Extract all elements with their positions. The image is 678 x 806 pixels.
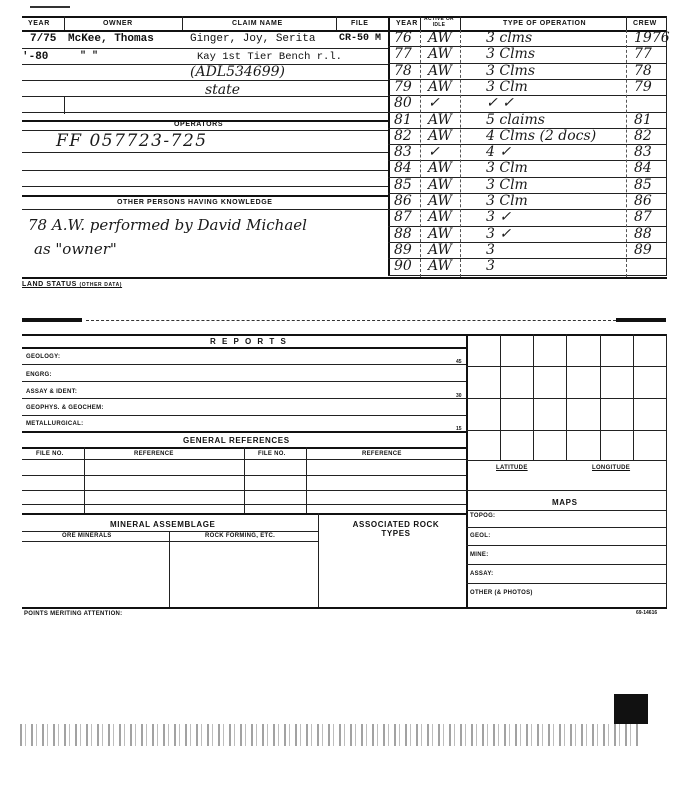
op-type: 3 Clms <box>486 62 536 79</box>
op-type: 3 Clms <box>486 46 536 63</box>
op-status: ✓ <box>428 95 440 112</box>
op-col-divider <box>420 30 421 277</box>
col-divider-year <box>64 16 65 30</box>
ref-row-rule-2 <box>22 490 466 491</box>
report-metallurgical: METALLURGICAL: <box>26 421 84 427</box>
owner-row-2-year: '-80 <box>22 51 49 63</box>
ref-col-reference-1: REFERENCE <box>134 451 174 457</box>
other-persons-rule <box>22 209 388 210</box>
claim-note-state: state <box>205 82 241 98</box>
op-crew: 1976 <box>634 30 670 46</box>
mineral-divider-2 <box>318 513 319 607</box>
scan-speckle-top <box>30 6 70 8</box>
op-crew: 82 <box>634 127 652 144</box>
right-edge <box>666 16 667 276</box>
mineral-divider-1 <box>169 531 170 607</box>
op-status: AW <box>428 111 452 128</box>
land-status-sub: (OTHER DATA) <box>79 282 123 288</box>
right-panel-left-edge <box>466 334 468 607</box>
op-type: 3 ✓ <box>486 225 512 242</box>
report-geology: GEOLOGY: <box>26 354 61 360</box>
op-crew: 85 <box>634 176 652 193</box>
other-persons-label: OTHER PERSONS HAVING KNOWLEDGE <box>117 199 273 206</box>
header-active-idle: ACTIVE OR IDLE <box>424 16 454 28</box>
header-top-rule <box>22 16 667 18</box>
op-status: AW <box>428 127 452 144</box>
op-status: AW <box>428 78 452 95</box>
form-number: 69-14616 <box>636 610 658 616</box>
op-type: ✓ ✓ <box>486 95 514 112</box>
op-year: 81 <box>394 111 412 128</box>
scan-noise-block <box>614 694 648 724</box>
operators-line-1 <box>22 152 388 153</box>
col-divider-type <box>626 16 627 30</box>
header-year: YEAR <box>28 20 50 27</box>
mineral-header-rule <box>22 541 318 542</box>
other-persons-line-1: 78 A.W. performed by David Michael <box>28 216 307 234</box>
op-status: ✓ <box>428 144 440 161</box>
op-type: 4 ✓ <box>486 144 512 161</box>
col-divider-active <box>460 16 461 30</box>
op-year: 76 <box>394 30 412 46</box>
report-rule-4 <box>22 415 466 416</box>
mineral-assoc: ASSOCIATED ROCK TYPES <box>352 520 440 538</box>
owner-row-1-claim: Ginger, Joy, Serita <box>190 33 316 45</box>
op-col-divider <box>460 30 461 277</box>
ref-block-bottom <box>22 513 466 515</box>
operators-block-bottom <box>22 195 388 197</box>
map-rule-1 <box>466 527 666 528</box>
header-bottom-rule <box>22 30 667 32</box>
op-type: 3 Clm <box>486 160 528 177</box>
grid-horizontal <box>466 366 666 367</box>
header-owner: OWNER <box>103 20 133 27</box>
op-crew: 83 <box>634 144 652 161</box>
claim-note-adl: (ADL534699) <box>190 64 285 80</box>
op-year: 88 <box>394 225 412 242</box>
lower-block-bottom <box>22 607 667 609</box>
grid-vertical <box>500 334 501 460</box>
land-status-label <box>22 281 122 288</box>
operators-line-3 <box>22 186 388 187</box>
op-type: 3 <box>486 241 495 258</box>
ref-col-file-no-2: FILE NO. <box>258 451 286 457</box>
op-row-rule <box>388 275 666 276</box>
header-file: FILE <box>351 20 369 27</box>
op-status: AW <box>428 193 452 209</box>
map-geol: GEOL: <box>470 533 491 539</box>
owner-row-rule-1 <box>22 48 388 49</box>
op-crew: 77 <box>634 46 652 63</box>
owner-row-2-claim: Kay 1st Tier Bench r.l. <box>197 51 342 63</box>
map-assay: ASSAY: <box>470 571 494 577</box>
report-rule-5 <box>22 431 466 433</box>
op-year: 83 <box>394 144 412 161</box>
op-status: AW <box>428 160 452 177</box>
op-year: 82 <box>394 127 412 144</box>
maps-title-rule <box>466 510 666 511</box>
middle-block-bottom <box>22 277 667 279</box>
op-crew: 87 <box>634 209 652 226</box>
owner-row-2-owner: " " <box>80 51 99 62</box>
land-status-title: LAND STATUS <box>22 281 77 288</box>
mineral-sub-rule <box>22 531 318 532</box>
scan-noise-band <box>20 724 640 746</box>
ref-row-rule-3 <box>22 504 466 505</box>
owner-row-rule-5 <box>22 112 388 113</box>
op-year: 78 <box>394 62 412 79</box>
reports-title-rule <box>22 347 466 349</box>
mineral-ore: ORE MINERALS <box>62 533 112 539</box>
owner-row-1-file: CR-50 M <box>339 33 382 44</box>
col-divider-owner <box>182 16 183 30</box>
header-crew: CREW <box>633 20 657 27</box>
op-crew: 89 <box>634 241 652 258</box>
header-year-2: YEAR <box>396 20 418 27</box>
op-year: 79 <box>394 78 412 95</box>
op-type: 3 <box>486 258 495 275</box>
report-rule-3 <box>22 398 466 399</box>
section-separator-left <box>22 318 82 322</box>
op-type: 3 Clm <box>486 78 528 95</box>
ref-col-file-no-1: FILE NO. <box>36 451 64 457</box>
owner-left-tick <box>64 96 65 114</box>
mineral-title: MINERAL ASSEMBLAGE <box>110 520 216 529</box>
right-panel-right-edge <box>666 334 667 607</box>
map-rule-4 <box>466 583 666 584</box>
grid-horizontal <box>466 398 666 399</box>
op-year: 89 <box>394 241 412 258</box>
op-crew: 81 <box>634 111 652 128</box>
map-rule-3 <box>466 564 666 565</box>
map-other: OTHER (& PHOTOS) <box>470 590 533 596</box>
op-status: AW <box>428 62 452 79</box>
longitude-label: LONGITUDE <box>592 465 631 471</box>
report-geophys: GEOPHYS. & GEOCHEM: <box>26 405 104 411</box>
points-meriting-attention: POINTS MERITING ATTENTION: <box>24 611 123 617</box>
op-year: 77 <box>394 46 412 63</box>
op-crew: 84 <box>634 160 652 177</box>
mineral-rock: ROCK FORMING, ETC. <box>205 533 276 539</box>
op-status: AW <box>428 176 452 193</box>
latitude-label: LATITUDE <box>496 465 528 471</box>
header-type-of-operation: TYPE OF OPERATION <box>503 20 587 27</box>
grid-horizontal <box>466 460 666 461</box>
grid-vertical <box>566 334 567 460</box>
op-year: 90 <box>394 258 412 275</box>
col-divider-year2 <box>420 16 421 30</box>
owner-row-1-owner: McKee, Thomas <box>68 33 154 45</box>
operators-label: OPERATORS <box>174 121 224 128</box>
op-year: 85 <box>394 176 412 193</box>
op-crew: 86 <box>634 193 652 209</box>
owner-row-1-year: 7/75 <box>30 33 57 45</box>
map-topog: TOPOG: <box>470 513 496 519</box>
op-type: 4 Clms (2 docs) <box>486 127 597 144</box>
ref-col-reference-2: REFERENCE <box>362 451 402 457</box>
report-num-15: 15 <box>456 426 462 432</box>
reports-title: R E P O R T S <box>210 337 288 346</box>
op-year: 80 <box>394 95 412 112</box>
op-status: AW <box>428 258 452 275</box>
op-status: AW <box>428 30 452 46</box>
report-num-45: 45 <box>456 359 462 365</box>
header-claim-name: CLAIM NAME <box>232 20 283 27</box>
map-mine: MINE: <box>470 552 489 558</box>
section-separator-right <box>616 318 666 322</box>
report-num-30: 30 <box>456 393 462 399</box>
op-type: 3 clms <box>486 30 533 46</box>
report-assay: ASSAY & IDENT: <box>26 389 78 395</box>
report-engrg: ENGRG: <box>26 372 52 378</box>
op-year: 84 <box>394 160 412 177</box>
op-crew: 88 <box>634 225 652 242</box>
section-separator-dash <box>86 320 616 321</box>
grid-vertical <box>633 334 634 460</box>
op-type: 5 claims <box>486 111 545 128</box>
op-status: AW <box>428 209 452 226</box>
op-status: AW <box>428 225 452 242</box>
report-rule-2 <box>22 381 466 382</box>
owner-row-rule-3 <box>22 80 388 81</box>
ref-row-rule-1 <box>22 475 466 476</box>
op-col-divider <box>626 30 627 277</box>
grid-vertical <box>600 334 601 460</box>
op-type: 3 ✓ <box>486 209 512 226</box>
op-status: AW <box>428 46 452 63</box>
map-rule-2 <box>466 545 666 546</box>
general-refs-title: GENERAL REFERENCES <box>183 436 290 445</box>
col-divider-file <box>388 16 390 276</box>
op-crew: 79 <box>634 78 652 95</box>
report-rule-1 <box>22 364 466 365</box>
op-year: 87 <box>394 209 412 226</box>
operators-line-2 <box>22 170 388 171</box>
maps-title: MAPS <box>552 498 578 507</box>
other-persons-line-2: as "owner" <box>34 240 117 258</box>
op-type: 3 Clm <box>486 193 528 209</box>
op-status: AW <box>428 241 452 258</box>
reports-top-rule <box>22 334 466 336</box>
latlong-bottom-rule <box>466 490 666 491</box>
grid-vertical <box>533 334 534 460</box>
col-divider-claim <box>336 16 337 30</box>
grid-horizontal <box>466 430 666 431</box>
op-type: 3 Clm <box>486 176 528 193</box>
op-year: 86 <box>394 193 412 209</box>
operators-entry: FF 057723-725 <box>56 131 208 151</box>
op-crew: 78 <box>634 62 652 79</box>
